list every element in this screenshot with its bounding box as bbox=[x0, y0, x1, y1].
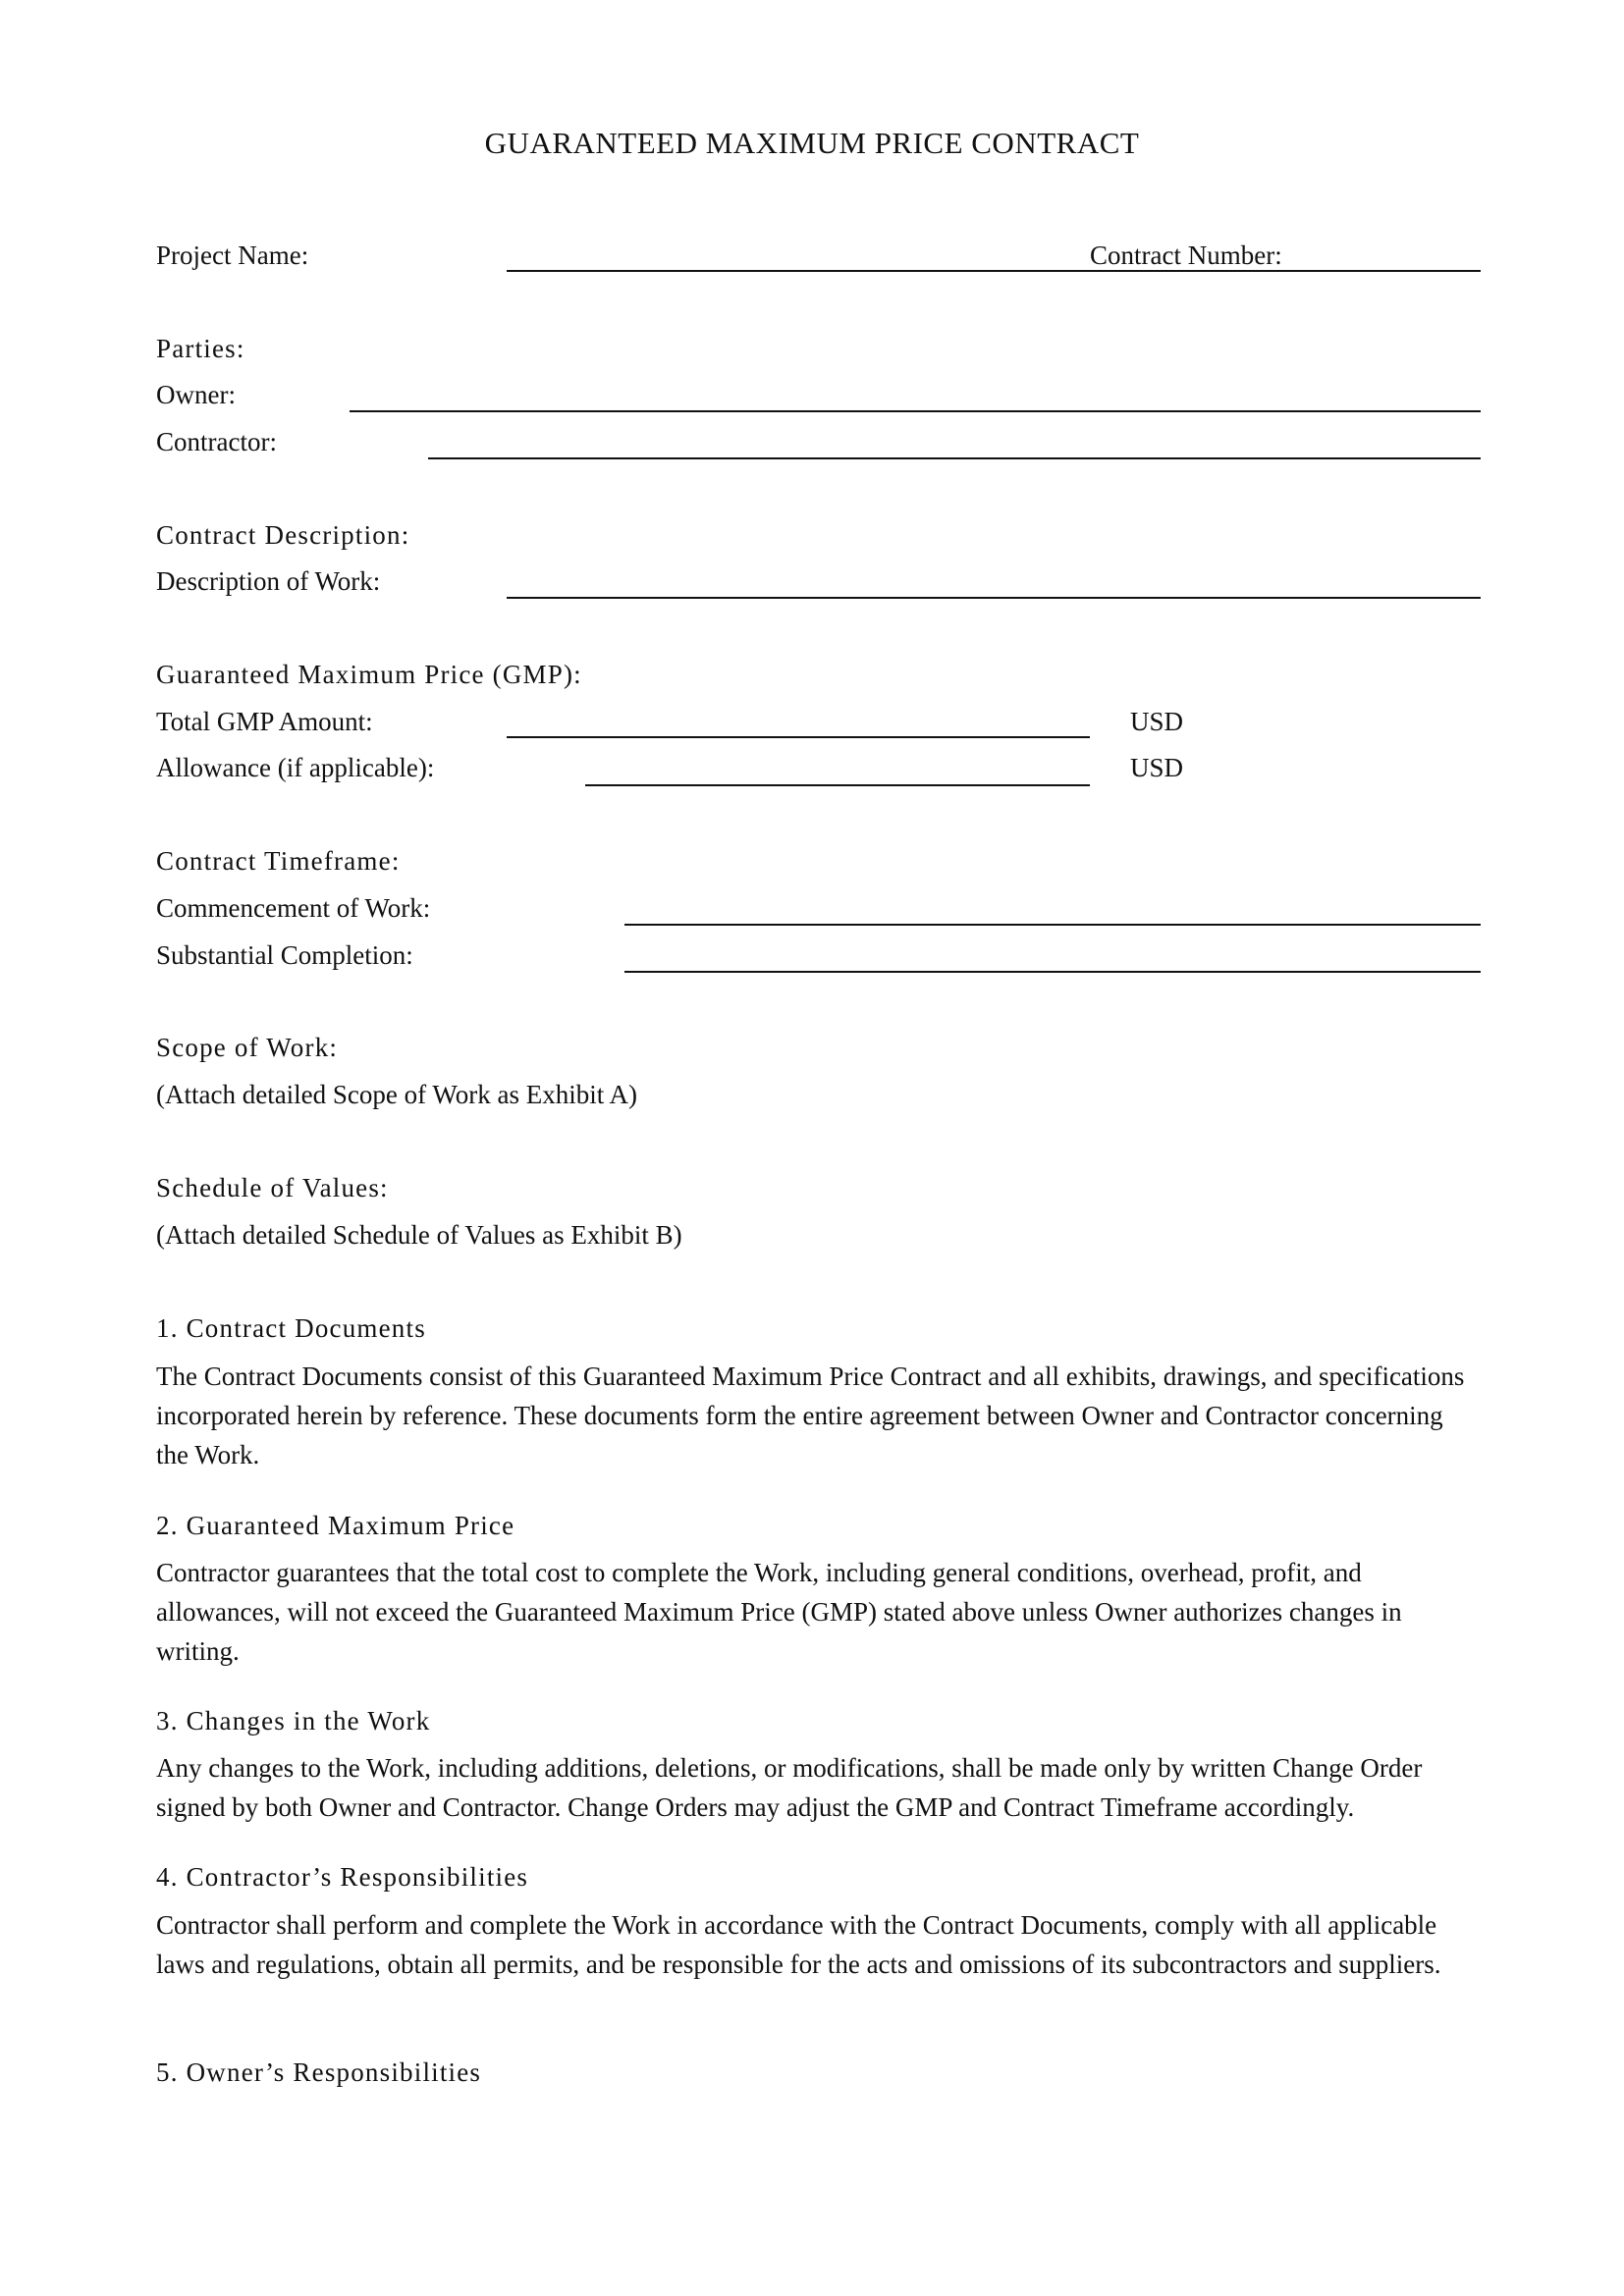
section-body: The Contract Documents consist of this Guaranteed Maximum Price Contract and all exhibits, drawings, and specifications incorporated herein by reference. These documents form the entire agreement between Owner and Contractor concerning the Work. bbox=[156, 1362, 1465, 1469]
parties-heading: Parties: bbox=[156, 334, 245, 363]
completion-field[interactable] bbox=[624, 971, 1481, 973]
completion-label: Substantial Completion: bbox=[156, 940, 413, 970]
gmp-heading: Guaranteed Maximum Price (GMP): bbox=[156, 660, 582, 689]
total-gmp-currency: USD bbox=[1130, 707, 1184, 736]
section-body: Contractor guarantees that the total cost to complete the Work, including general conditions, overhead, profit, and allowances, will not exceed the Guaranteed Maximum Price (GMP) stated above unless Owner authorizes changes in writing. bbox=[156, 1558, 1402, 1666]
contractor-label: Contractor: bbox=[156, 427, 277, 456]
owner-label: Owner: bbox=[156, 380, 236, 409]
commencement-label: Commencement of Work: bbox=[156, 893, 431, 923]
section-heading: 1. Contract Documents bbox=[156, 1313, 426, 1343]
project-name-field[interactable] bbox=[507, 270, 1086, 272]
section-heading: 3. Changes in the Work bbox=[156, 1706, 431, 1735]
schedule-heading: Schedule of Values: bbox=[156, 1173, 389, 1202]
contractor-field[interactable] bbox=[428, 457, 1481, 459]
contract-number-field[interactable] bbox=[1086, 270, 1481, 272]
commencement-field[interactable] bbox=[624, 924, 1481, 926]
section-body: Contractor shall perform and complete the Work in accordance with the Contract Documents, comply with all applicable laws and regulations, obtain all permits, and be responsible for the acts and omissions of its subcontractors and suppliers. bbox=[156, 1910, 1441, 1979]
section-heading: 4. Contractor’s Responsibilities bbox=[156, 1862, 529, 1892]
allowance-currency: USD bbox=[1130, 753, 1184, 782]
section-body: Any changes to the Work, including additions, deletions, or modifications, shall be made only by written Change Order signed by both Owner and Contractor. Change Orders may adjust the GMP and Contract Timeframe accordingly. bbox=[156, 1753, 1423, 1822]
section-heading: 5. Owner’s Responsibilities bbox=[156, 2057, 482, 2087]
document-title: GUARANTEED MAXIMUM PRICE CONTRACT bbox=[484, 126, 1140, 160]
allowance-field[interactable] bbox=[585, 784, 1090, 786]
description-of-work-label: Description of Work: bbox=[156, 566, 381, 596]
section-heading: 2. Guaranteed Maximum Price bbox=[156, 1511, 515, 1540]
contract-description-heading: Contract Description: bbox=[156, 520, 410, 550]
description-of-work-field[interactable] bbox=[507, 597, 1481, 599]
project-name-label: Project Name: bbox=[156, 240, 309, 270]
scope-heading: Scope of Work: bbox=[156, 1033, 339, 1062]
contract-number-label: Contract Number: bbox=[1090, 240, 1282, 270]
scope-note: (Attach detailed Scope of Work as Exhibit A) bbox=[156, 1080, 637, 1109]
schedule-note: (Attach detailed Schedule of Values as Exhibit B) bbox=[156, 1220, 682, 1250]
owner-field[interactable] bbox=[350, 410, 1481, 412]
total-gmp-field[interactable] bbox=[507, 736, 1090, 738]
allowance-label: Allowance (if applicable): bbox=[156, 753, 435, 782]
total-gmp-label: Total GMP Amount: bbox=[156, 707, 373, 736]
timeframe-heading: Contract Timeframe: bbox=[156, 846, 401, 876]
